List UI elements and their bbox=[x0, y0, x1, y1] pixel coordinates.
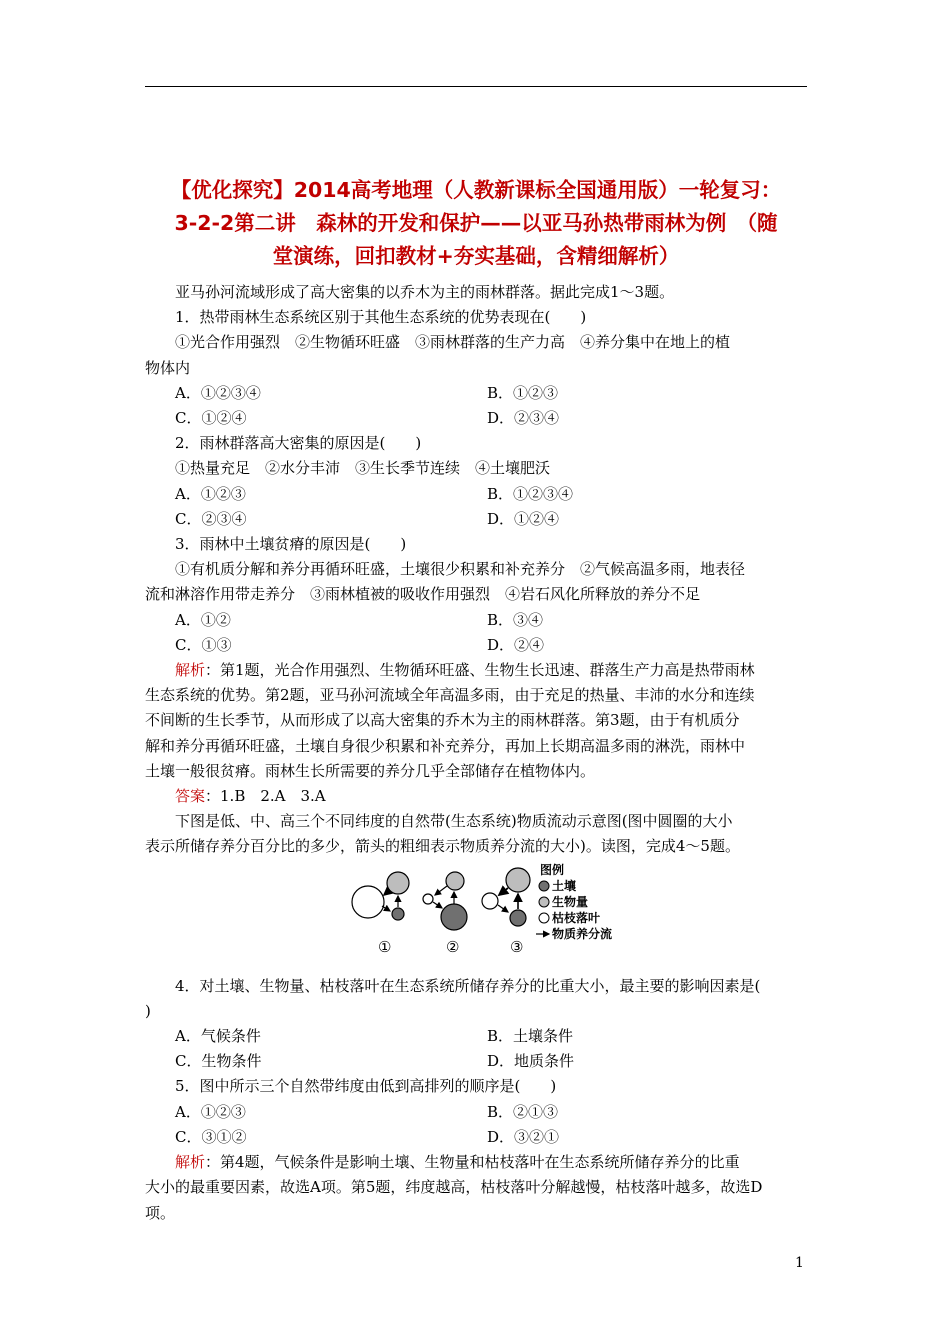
question-1-items: ①光合作用强烈 ②生物循环旺盛 ③雨林群落的生产力高 ④养分集中在地上的植 bbox=[175, 333, 731, 352]
answer-label: 答案 bbox=[175, 787, 206, 806]
nutrient-flow-svg bbox=[350, 862, 630, 966]
question-5-options-row2 bbox=[145, 1125, 810, 1150]
legend-soil-swatch bbox=[539, 881, 549, 891]
question-2-options-row2 bbox=[145, 507, 810, 532]
legend-flow: 物质养分流 bbox=[552, 926, 613, 941]
analysis-1-text: ：第1题，光合作用强烈、生物循环旺盛、生物生长迅速、群落生产力高是热带雨林 bbox=[205, 661, 755, 680]
option-a: A．①②③ bbox=[175, 1102, 246, 1121]
analysis-1-line5: 土壤一般很贫瘠。雨林生长所需要的养分几乎全部储存在植物体内。 bbox=[145, 761, 596, 780]
question-5-stem: 5．图中所示三个自然带纬度由低到高排列的顺序是( ) bbox=[175, 1077, 557, 1096]
question-1-stem: 1．热带雨林生态系统区别于其他生态系统的优势表现在( ) bbox=[175, 308, 587, 327]
option-c: C．①③ bbox=[175, 635, 232, 654]
option-b: B．③④ bbox=[487, 610, 544, 629]
analysis-1-line4: 解和养分再循环旺盛，土壤自身很少积累和补充养分，再加上长期高温多雨的淋洗，雨林中 bbox=[145, 736, 746, 755]
title-line-3: 堂演练，回扣教材+夯实基础，含精细解析） bbox=[272, 244, 680, 268]
question-3-items: ①有机质分解和养分再循环旺盛，土壤很少积累和补充养分 ②气候高温多雨，地表径 bbox=[175, 560, 746, 579]
option-a: A．①② bbox=[175, 610, 231, 629]
answer-1-text: ：1.B 2.A 3.A bbox=[205, 787, 326, 806]
question-4-options-row1 bbox=[145, 1024, 810, 1049]
question-3-stem: 3．雨林中土壤贫瘠的原因是( ) bbox=[175, 535, 407, 554]
intro-paragraph: 亚马孙河流域形成了高大密集的以乔木为主的雨林群落。据此完成1～3题。 bbox=[175, 283, 675, 301]
litter-circle bbox=[352, 886, 384, 918]
option-b: B．①②③④ bbox=[487, 484, 574, 503]
option-a: A．①②③④ bbox=[175, 383, 261, 402]
question-4-stem-cont: ) bbox=[145, 1001, 151, 1020]
option-a: A．气候条件 bbox=[175, 1027, 261, 1046]
option-c: C．生物条件 bbox=[175, 1052, 262, 1071]
nutrient-flow-diagram bbox=[145, 862, 810, 968]
legend-biomass: 生物量 bbox=[552, 894, 589, 909]
soil-circle bbox=[510, 910, 526, 926]
legend bbox=[536, 862, 612, 941]
diagram-label-3: ③ bbox=[510, 937, 524, 956]
legend-litter-swatch bbox=[539, 913, 549, 923]
title-line-2: 3-2-2第二讲 森林的开发和保护——以亚马孙热带雨林为例 （随 bbox=[174, 211, 778, 235]
question-3-options-row2 bbox=[145, 633, 810, 658]
question-2-options-row1 bbox=[145, 482, 810, 507]
analysis-2-line1 bbox=[145, 1150, 810, 1175]
option-c: C．①②④ bbox=[175, 409, 247, 428]
question-1-options-row1 bbox=[145, 381, 810, 406]
question-3-options-row1 bbox=[145, 608, 810, 633]
soil-circle bbox=[392, 908, 404, 920]
answer-1 bbox=[145, 784, 810, 809]
diagram-label-2: ② bbox=[446, 937, 460, 956]
legend-title: 图例 bbox=[540, 862, 565, 877]
analysis-label: 解析 bbox=[175, 661, 206, 680]
analysis-2-line3: 项。 bbox=[145, 1203, 176, 1222]
question-2-stem: 2．雨林群落高大密集的原因是( ) bbox=[175, 434, 422, 453]
soil-circle bbox=[441, 904, 467, 930]
diagram-1 bbox=[352, 872, 409, 956]
analysis-2-line2: 大小的最重要因素，故选A项。第5题，纬度越高，枯枝落叶分解越慢，枯枝落叶越多，故选D bbox=[145, 1178, 763, 1197]
biomass-circle bbox=[446, 872, 464, 890]
analysis-1-line2: 生态系统的优势。第2题，亚马孙河流域全年高温多雨，由于充足的热量、丰沛的水分和连续 bbox=[145, 686, 755, 705]
question-1-options-row2 bbox=[145, 406, 810, 431]
biomass-circle bbox=[506, 868, 530, 892]
document-body bbox=[145, 280, 810, 1226]
header-rule bbox=[145, 86, 807, 87]
diagram-3 bbox=[482, 868, 530, 956]
litter-circle bbox=[423, 894, 433, 904]
analysis-1-line3: 不间断的生长季节，从而形成了以高大密集的乔木为主的雨林群落。第3题，由于有机质分 bbox=[145, 711, 740, 730]
question-4-stem: 4．对土壤、生物量、枯枝落叶在生态系统所储存养分的比重大小，最主要的影响因素是( bbox=[175, 976, 761, 995]
option-c: C．③①② bbox=[175, 1127, 247, 1146]
diagram-2 bbox=[423, 872, 467, 956]
legend-litter: 枯枝落叶 bbox=[552, 910, 601, 925]
question-5-options-row1 bbox=[145, 1100, 810, 1125]
page-number: 1 bbox=[795, 1255, 804, 1271]
option-c: C．②③④ bbox=[175, 509, 247, 528]
option-b: B．土壤条件 bbox=[487, 1027, 574, 1046]
question-2-items: ①热量充足 ②水分丰沛 ③生长季节连续 ④土壤肥沃 bbox=[175, 459, 551, 478]
option-d: D．②③④ bbox=[487, 409, 560, 428]
intro-2-line2: 表示所储存养分百分比的多少，箭头的粗细表示物质养分流的大小)。读图，完成4～5题。 bbox=[145, 837, 740, 856]
document-title bbox=[140, 174, 812, 273]
question-1-items-cont: 物体内 bbox=[145, 358, 191, 377]
option-b: B．①②③ bbox=[487, 383, 559, 402]
option-d: D．①②④ bbox=[487, 509, 560, 528]
option-b: B．②①③ bbox=[487, 1102, 559, 1121]
legend-biomass-swatch bbox=[539, 897, 549, 907]
question-3-items-cont: 流和淋溶作用带走养分 ③雨林植被的吸收作用强烈 ④岩石风化所释放的养分不足 bbox=[145, 585, 701, 604]
intro-2-line1: 下图是低、中、高三个不同纬度的自然带(生态系统)物质流动示意图(图中圆圈的大小 bbox=[175, 812, 733, 831]
option-d: D．②④ bbox=[487, 635, 545, 654]
legend-soil: 土壤 bbox=[552, 878, 577, 893]
option-a: A．①②③ bbox=[175, 484, 246, 503]
analysis-2-text: ：第4题，气候条件是影响土壤、生物量和枯枝落叶在生态系统所储存养分的比重 bbox=[205, 1153, 740, 1172]
question-4-options-row2 bbox=[145, 1049, 810, 1074]
title-line-1: 【优化探究】2014高考地理（人教新课标全国通用版）一轮复习： bbox=[170, 178, 782, 202]
diagram-label-1: ① bbox=[378, 937, 392, 956]
analysis-1-line1 bbox=[145, 658, 810, 683]
litter-circle bbox=[482, 893, 498, 909]
analysis-label: 解析 bbox=[175, 1153, 206, 1172]
option-d: D．③②① bbox=[487, 1127, 560, 1146]
option-d: D．地质条件 bbox=[487, 1052, 575, 1071]
